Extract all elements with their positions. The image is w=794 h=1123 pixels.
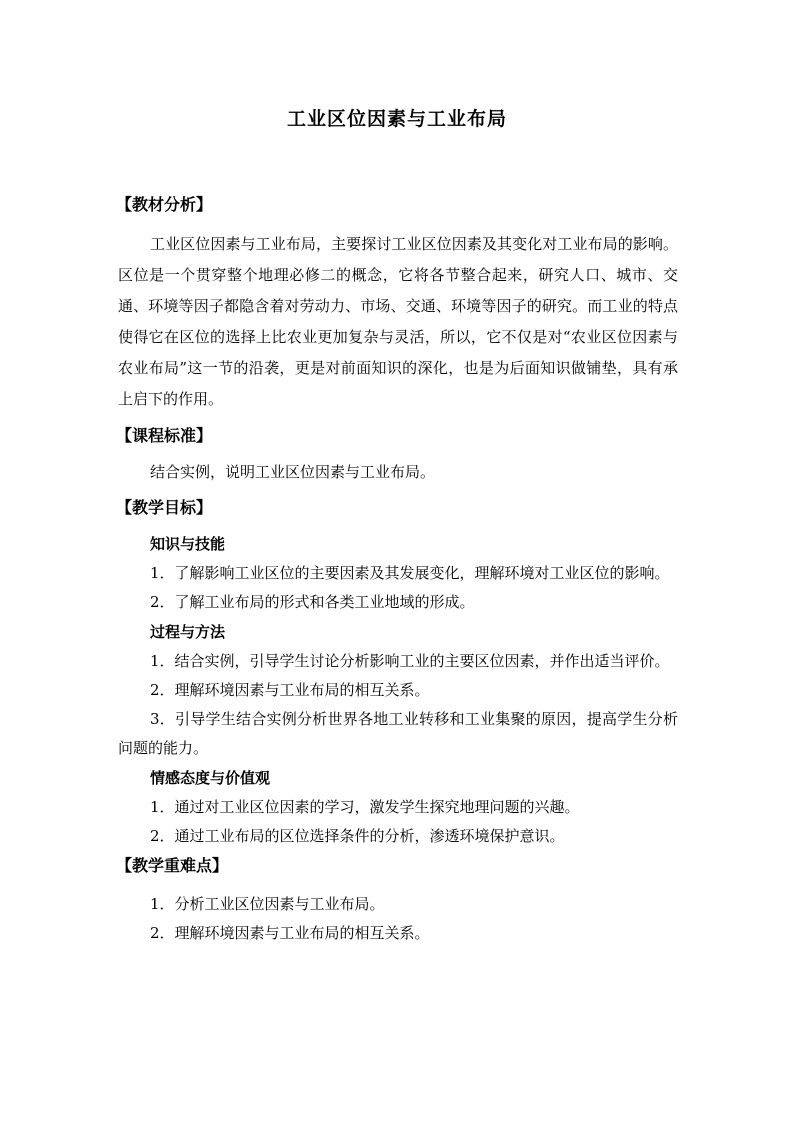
process-item: 2．理解环境因素与工业布局的相互关系。: [150, 681, 430, 699]
subheading-process: 过程与方法: [150, 623, 226, 641]
subheading-attitude: 情感态度与价值观: [150, 769, 271, 787]
process-item: 1．结合实例，引导学生讨论分析影响工业的主要区位因素，并作出适当评价。: [150, 652, 670, 670]
keypoint-item: 1．分析工业区位因素与工业布局。: [150, 895, 385, 913]
section-heading-keypoints: 【教学重难点】: [116, 856, 229, 875]
standard-paragraph: 结合实例，说明工业区位因素与工业布局。: [150, 463, 436, 481]
section-heading-standard: 【课程标准】: [116, 426, 213, 445]
attitude-item: 1．通过对工业区位因素的学习，激发学生探究地理问题的兴趣。: [150, 798, 580, 816]
analysis-paragraph: 工业区位因素与工业布局，主要探讨工业区位因素及其变化对工业布局的影响。区位是一个贯穿整个地理必修二的概念，它将各节整合起来，研究人口、城市、交通、环境等因子都隐含着对劳动力、市场、交通、环境等因子的研究。而工业的特点使得它在区位的选择上比农业更加复杂与灵活，所以，它不仅是对“农业区位因素与农业布局”这一节的沿袭，更是对前面知识的深化，也是为后面知识做铺垫，具有承上启下的作用。: [118, 235, 678, 408]
section-heading-analysis: 【教材分析】: [116, 195, 213, 214]
subheading-knowledge: 知识与技能: [150, 535, 226, 553]
document-body: [118, 190, 678, 948]
process-item: 3．引导学生结合实例分析世界各地工业转移和工业集聚的原因，提高学生分析问题的能力。: [118, 710, 678, 757]
knowledge-item: 1．了解影响工业区位的主要因素及其发展变化，理解环境对工业区位的影响。: [150, 564, 670, 582]
section-heading-goals: 【教学目标】: [116, 498, 213, 517]
attitude-item: 2．通过工业布局的区位选择条件的分析，渗透环境保护意识。: [150, 827, 565, 845]
document-title: 工业区位因素与工业布局: [286, 108, 507, 130]
knowledge-item: 2．了解工业布局的形式和各类工业地域的形成。: [150, 593, 475, 611]
keypoint-item: 2．理解环境因素与工业布局的相互关系。: [150, 924, 430, 942]
